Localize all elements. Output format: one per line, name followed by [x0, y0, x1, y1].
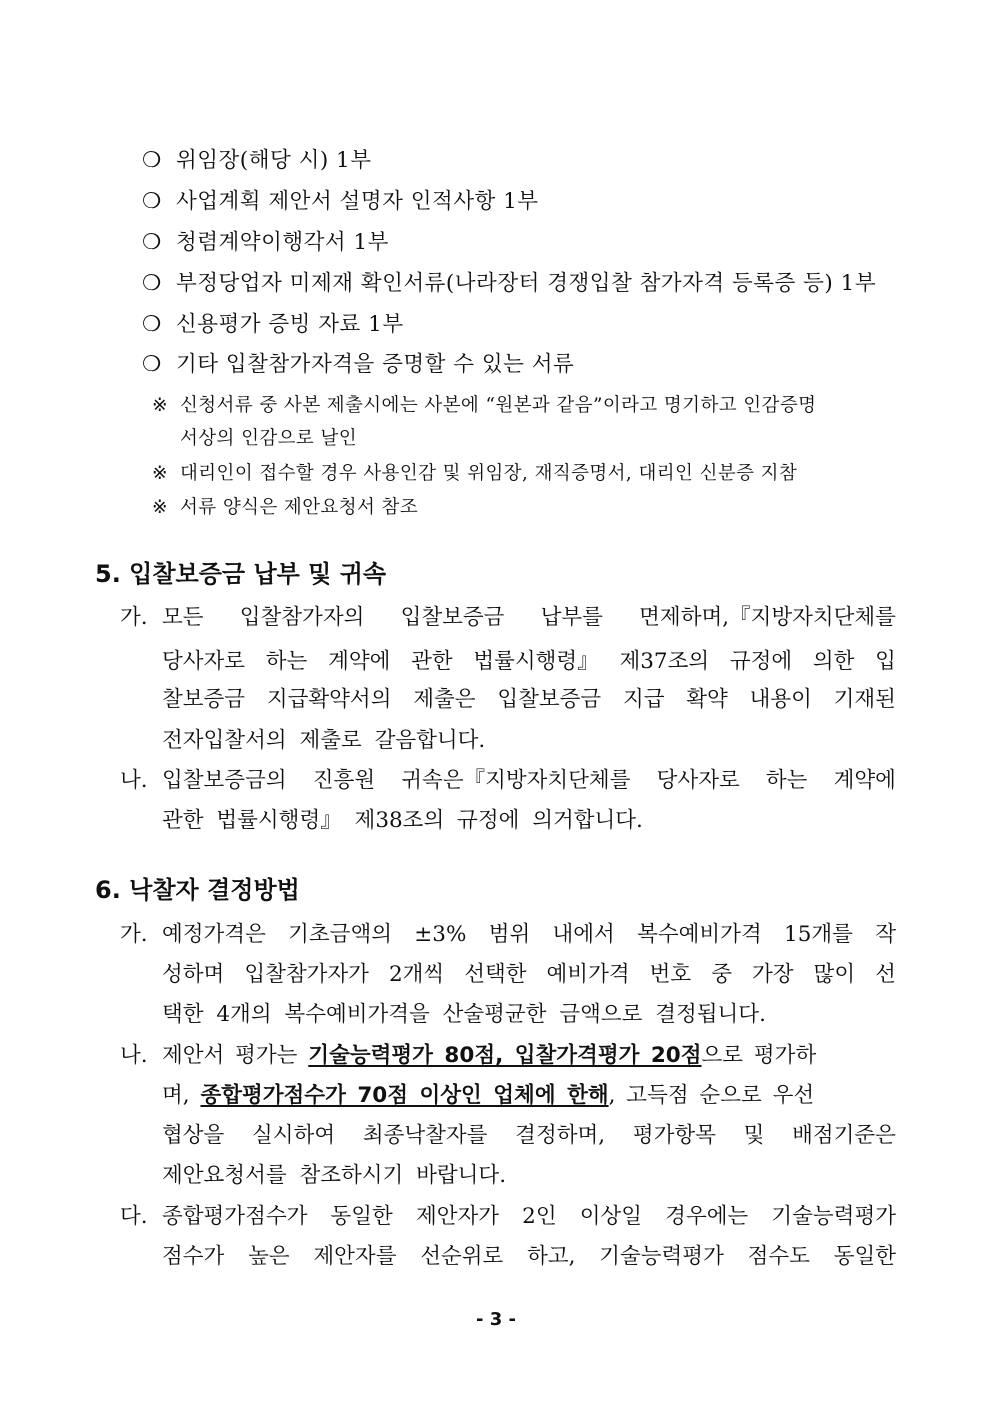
- word: 내에서: [552, 922, 615, 947]
- section-heading: 6. 낙찰자 결정방법: [95, 876, 300, 904]
- word: 기재된: [833, 687, 896, 712]
- word: 최종낙찰자를: [362, 1123, 488, 1148]
- word: 입찰보증금: [497, 687, 602, 712]
- bullet-item: ❍ 부정당업자 미제재 확인서류(나라장터 경쟁입찰 참가자격 등록증 등) 1부: [142, 269, 876, 299]
- word: 2인: [522, 1204, 557, 1229]
- word: 15개를: [784, 922, 853, 947]
- word: 제37조의: [619, 649, 710, 674]
- word: 가장: [751, 962, 794, 987]
- word: 중: [711, 962, 732, 987]
- word: 많이: [813, 962, 856, 987]
- page-number: - 3 -: [476, 1309, 516, 1330]
- bullet-item: ❍ 청렴계약이행각서 1부: [142, 228, 389, 258]
- word: 복수예비가격: [637, 922, 762, 947]
- word: 기초금액의: [288, 922, 392, 947]
- word: 입: [875, 649, 896, 674]
- word: ±3%: [414, 922, 467, 947]
- word: 계약에: [328, 649, 391, 674]
- reference-mark-icon: ※: [152, 497, 168, 518]
- word: 기술능력평가: [771, 1204, 896, 1229]
- word: 예정가격은: [162, 922, 266, 947]
- paragraph-line: 나. 제안서 평가는 기술능력평가 80점, 입찰가격평가 20점 으로 평가하: [120, 1040, 896, 1072]
- word: 하는: [765, 768, 808, 793]
- bullet-item: ❍ 기타 입찰참가자격을 증명할 수 있는 서류: [142, 350, 574, 380]
- paragraph-line: 택한 4개의 복수예비가격을 산술평균한 금액으로 결정됩니다.: [162, 1002, 766, 1027]
- paragraph-line: 관한 법률시행령』 제38조의 규정에 의거합니다.: [162, 808, 643, 833]
- word: 하는: [265, 649, 308, 674]
- circle-bullet-icon: ❍: [142, 148, 162, 173]
- paragraph-line: 며, 종합평가점수가 70점 이상인 업체에 한해 , 고득점 순으로 우선: [162, 1080, 896, 1112]
- word: 2개씩: [388, 962, 445, 987]
- word: 당사자로: [656, 768, 740, 793]
- word: 평가항목: [632, 1123, 716, 1148]
- word: 선: [875, 962, 896, 987]
- word: 하고,: [527, 1244, 576, 1269]
- word: 경우에는: [665, 1204, 749, 1229]
- word: 동일한: [833, 1244, 896, 1269]
- item-label: 다.: [120, 1204, 148, 1229]
- circle-bullet-icon: ❍: [142, 352, 162, 377]
- paragraph-line: [120, 919, 896, 951]
- word: 지급확약서의: [266, 687, 392, 712]
- word: 모든: [162, 605, 204, 630]
- circle-bullet-icon: ❍: [142, 189, 162, 214]
- item-label: 가.: [120, 605, 148, 630]
- paragraph-line: [162, 959, 896, 991]
- reference-mark-icon: ※: [152, 395, 168, 416]
- emphasis-underline: 종합평가점수가 70점 이상인 업체에 한해: [200, 1083, 609, 1108]
- paragraph-line: 전자입찰서의 제출로 갈음합니다.: [162, 728, 486, 753]
- bullet-item: ❍ 위임장(해당 시) 1부: [142, 146, 372, 176]
- paragraph-line: [120, 602, 896, 634]
- word: 종합평가점수가: [162, 1204, 308, 1229]
- word: 실시하여: [252, 1123, 336, 1148]
- bullet-item: ❍ 신용평가 증빙 자료 1부: [142, 310, 404, 340]
- word: 규정에: [729, 649, 793, 674]
- word: 선순위로: [420, 1244, 504, 1269]
- paragraph-line: [162, 1120, 896, 1152]
- word: 동일한: [330, 1204, 393, 1229]
- word: 내용이: [749, 687, 812, 712]
- word: 제안자가: [415, 1204, 500, 1229]
- word: 제출은: [413, 687, 476, 712]
- note-item: ※ 서류 양식은 제안요청서 참조: [152, 494, 418, 522]
- paragraph-line: [162, 1241, 896, 1273]
- item-label: 나.: [120, 1043, 148, 1068]
- word: 작: [875, 922, 896, 947]
- paragraph-line: [162, 646, 896, 678]
- word: 성하며: [162, 962, 225, 987]
- word: 점수도: [747, 1244, 810, 1269]
- word: 찰보증금: [162, 687, 246, 712]
- note-item: ※ 대리인이 접수할 경우 사용인감 및 위임장, 재직증명서, 대리인 신분증 지참: [152, 460, 797, 488]
- item-label: 나.: [120, 768, 148, 793]
- word: 결정하며,: [515, 1123, 606, 1148]
- paragraph-line: [162, 684, 896, 716]
- word: 입찰보증금의: [162, 768, 287, 793]
- word: 협상을: [162, 1123, 225, 1148]
- word: 납부를: [540, 605, 603, 630]
- reference-mark-icon: ※: [152, 463, 168, 484]
- note-item: ※ 신청서류 중 사본 제출시에는 사본에 “원본과 같음”이라고 명기하고 인감증명: [152, 392, 816, 420]
- bullet-item: ❍ 사업계획 제안서 설명자 인적사항 1부: [142, 187, 539, 217]
- word: 및: [743, 1123, 765, 1148]
- item-label: 가.: [120, 922, 148, 947]
- word: 입찰보증금: [400, 605, 505, 630]
- word: 예비가격: [546, 962, 630, 987]
- word: 범위: [488, 922, 531, 947]
- word: 배점기준은: [792, 1123, 896, 1148]
- word: 계약에: [833, 768, 896, 793]
- word: 귀속은『지방자치단체를: [401, 768, 631, 793]
- emphasis-underline: 기술능력평가 80점, 입찰가격평가 20점: [308, 1043, 702, 1068]
- word: 법률시행령』: [473, 649, 599, 674]
- word: 진흥원: [312, 768, 376, 793]
- word: 확약: [686, 687, 728, 712]
- word: 선택한: [464, 962, 527, 987]
- circle-bullet-icon: ❍: [142, 271, 162, 296]
- word: 높은: [248, 1244, 290, 1269]
- word: 면제하며,『지방자치단체를: [639, 605, 896, 630]
- word: 지급: [622, 687, 665, 712]
- word: 번호: [649, 962, 692, 987]
- word: 관한: [411, 649, 453, 674]
- word: 입찰참가자가: [244, 962, 369, 987]
- paragraph-line: [120, 1201, 896, 1233]
- word: 입찰참가자의: [239, 605, 365, 630]
- paragraph-line: 제안요청서를 참조하시기 바랍니다.: [162, 1163, 507, 1188]
- section-heading: 5. 입찰보증금 납부 및 귀속: [95, 560, 387, 588]
- word: 제안자를: [313, 1244, 397, 1269]
- circle-bullet-icon: ❍: [142, 230, 162, 255]
- word: 당사자로: [162, 649, 246, 674]
- note-continuation: 서상의 인감으로 날인: [180, 428, 358, 449]
- circle-bullet-icon: ❍: [142, 312, 162, 337]
- word: 점수가: [162, 1244, 225, 1269]
- word: 이상일: [579, 1204, 643, 1229]
- paragraph-line: [120, 765, 896, 797]
- word: 기술능력평가: [599, 1244, 724, 1269]
- word: 의한: [812, 649, 855, 674]
